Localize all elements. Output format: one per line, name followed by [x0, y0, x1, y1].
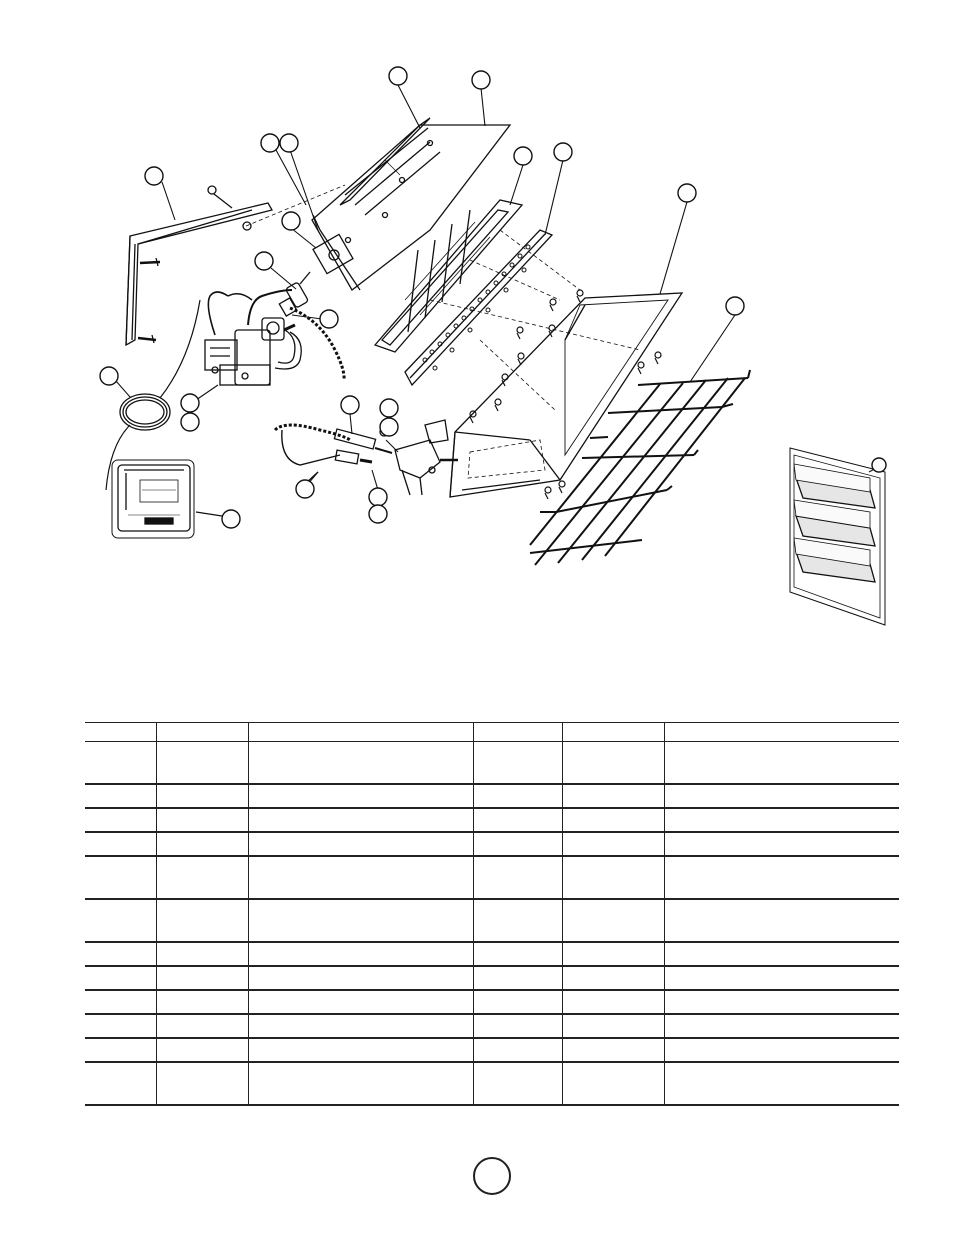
- gas-valve: [205, 318, 301, 385]
- callout-circle: [181, 394, 199, 412]
- callout-circle: [320, 310, 338, 328]
- bracket-screw-bottom: [138, 335, 156, 343]
- page-number-circle: [473, 1157, 511, 1195]
- callout-circle: [100, 367, 118, 385]
- table-cell: [473, 808, 562, 832]
- table-cell: [85, 784, 156, 808]
- table-cell: [664, 899, 899, 942]
- callout-circle: [678, 184, 696, 202]
- table-cell: [156, 899, 248, 942]
- table-cell: [473, 966, 562, 990]
- callout-circle: [380, 418, 398, 436]
- callout-circle: [389, 67, 407, 85]
- callout-circle: [380, 399, 398, 417]
- mounting-bracket: [126, 186, 272, 345]
- table-row: [85, 899, 899, 942]
- table-cell: [156, 1038, 248, 1062]
- table-cell: [156, 942, 248, 966]
- table-cell: [85, 832, 156, 856]
- table-cell: [85, 856, 156, 899]
- table-cell: [156, 832, 248, 856]
- table-cell: [248, 942, 473, 966]
- table-row: [85, 990, 899, 1014]
- callout-circle: [472, 71, 490, 89]
- table-cell: [248, 899, 473, 942]
- table-cell: [473, 899, 562, 942]
- table-cell: [248, 1038, 473, 1062]
- callout-circle: [280, 134, 298, 152]
- thermocouple-tube: [279, 298, 344, 380]
- table-cell: [562, 899, 664, 942]
- table-header-cell: [248, 723, 473, 742]
- table-cell: [473, 1062, 562, 1105]
- table-header-cell: [562, 723, 664, 742]
- wall-thermostat: [112, 460, 222, 538]
- table-row: [85, 856, 899, 899]
- table-cell: [156, 742, 248, 785]
- table-cell: [85, 990, 156, 1014]
- table-cell: [156, 784, 248, 808]
- table-cell: [473, 942, 562, 966]
- table-cell: [664, 990, 899, 1014]
- table-cell: [85, 1038, 156, 1062]
- callout-circle: [369, 488, 387, 506]
- table-cell: [664, 966, 899, 990]
- table-row: [85, 1014, 899, 1038]
- table-cell: [664, 942, 899, 966]
- table-cell: [85, 966, 156, 990]
- table-cell: [562, 990, 664, 1014]
- callout-leaders: [116, 85, 880, 490]
- table-header-cell: [85, 723, 156, 742]
- table-cell: [473, 832, 562, 856]
- table-cell: [562, 1038, 664, 1062]
- table-cell: [473, 742, 562, 785]
- callout-circle: [255, 252, 273, 270]
- table-row: [85, 742, 899, 785]
- table-cell: [664, 1062, 899, 1105]
- wire-grill: [530, 370, 750, 565]
- table-cell: [248, 784, 473, 808]
- plate-screws: [470, 290, 661, 499]
- table-header-row: [85, 723, 899, 742]
- table-header-cell: [156, 723, 248, 742]
- table-cell: [562, 966, 664, 990]
- table-row: [85, 832, 899, 856]
- table-header-cell: [664, 723, 899, 742]
- table-cell: [562, 856, 664, 899]
- callout-circle: [514, 147, 532, 165]
- table-header-cell: [473, 723, 562, 742]
- table-row: [85, 808, 899, 832]
- table-cell: [248, 1062, 473, 1105]
- callout-circle: [341, 396, 359, 414]
- table-cell: [562, 942, 664, 966]
- callout-circle: [296, 480, 314, 498]
- table-cell: [664, 808, 899, 832]
- table-cell: [156, 856, 248, 899]
- table-row: [85, 966, 899, 990]
- table-cell: [248, 1014, 473, 1038]
- table-cell: [85, 942, 156, 966]
- bracket-screw-top: [140, 258, 160, 266]
- table-cell: [664, 1014, 899, 1038]
- table-row: [85, 1062, 899, 1105]
- callout-circle: [181, 413, 199, 431]
- table-cell: [85, 899, 156, 942]
- table-cell: [248, 990, 473, 1014]
- callout-circle: [726, 297, 744, 315]
- table-cell: [562, 832, 664, 856]
- parts-list-table: [85, 722, 899, 1106]
- table-cell: [248, 856, 473, 899]
- wall-vent-louver: [790, 448, 885, 625]
- table-cell: [248, 966, 473, 990]
- table-cell: [473, 856, 562, 899]
- callout-circle: [282, 212, 300, 230]
- table-row: [85, 942, 899, 966]
- table-cell: [664, 832, 899, 856]
- callout-circle: [261, 134, 279, 152]
- table-cell: [85, 1062, 156, 1105]
- table-cell: [562, 808, 664, 832]
- heat-exchanger-sleeve: [450, 293, 682, 497]
- table-cell: [562, 742, 664, 785]
- callout-circle: [554, 143, 572, 161]
- table-cell: [664, 1038, 899, 1062]
- table-cell: [248, 808, 473, 832]
- table-cell: [664, 784, 899, 808]
- table-cell: [473, 990, 562, 1014]
- table-cell: [156, 808, 248, 832]
- table-cell: [473, 1038, 562, 1062]
- table-cell: [664, 742, 899, 785]
- table-row: [85, 1038, 899, 1062]
- table-cell: [248, 832, 473, 856]
- callout-circle: [369, 505, 387, 523]
- table-row: [85, 784, 899, 808]
- table-cell: [473, 1014, 562, 1038]
- table-cell: [562, 784, 664, 808]
- table-cell: [156, 1062, 248, 1105]
- table-cell: [248, 742, 473, 785]
- callout-circle: [145, 167, 163, 185]
- table-cell: [85, 808, 156, 832]
- table-cell: [562, 1062, 664, 1105]
- table-cell: [562, 1014, 664, 1038]
- table-cell: [156, 990, 248, 1014]
- table-cell: [85, 1014, 156, 1038]
- table-cell: [664, 856, 899, 899]
- burner-housing: [312, 118, 510, 290]
- table-cell: [85, 742, 156, 785]
- table-cell: [473, 784, 562, 808]
- callout-circle: [872, 458, 886, 472]
- callout-circle: [222, 510, 240, 528]
- table-cell: [156, 966, 248, 990]
- table-cell: [156, 1014, 248, 1038]
- burner-box: [375, 200, 522, 352]
